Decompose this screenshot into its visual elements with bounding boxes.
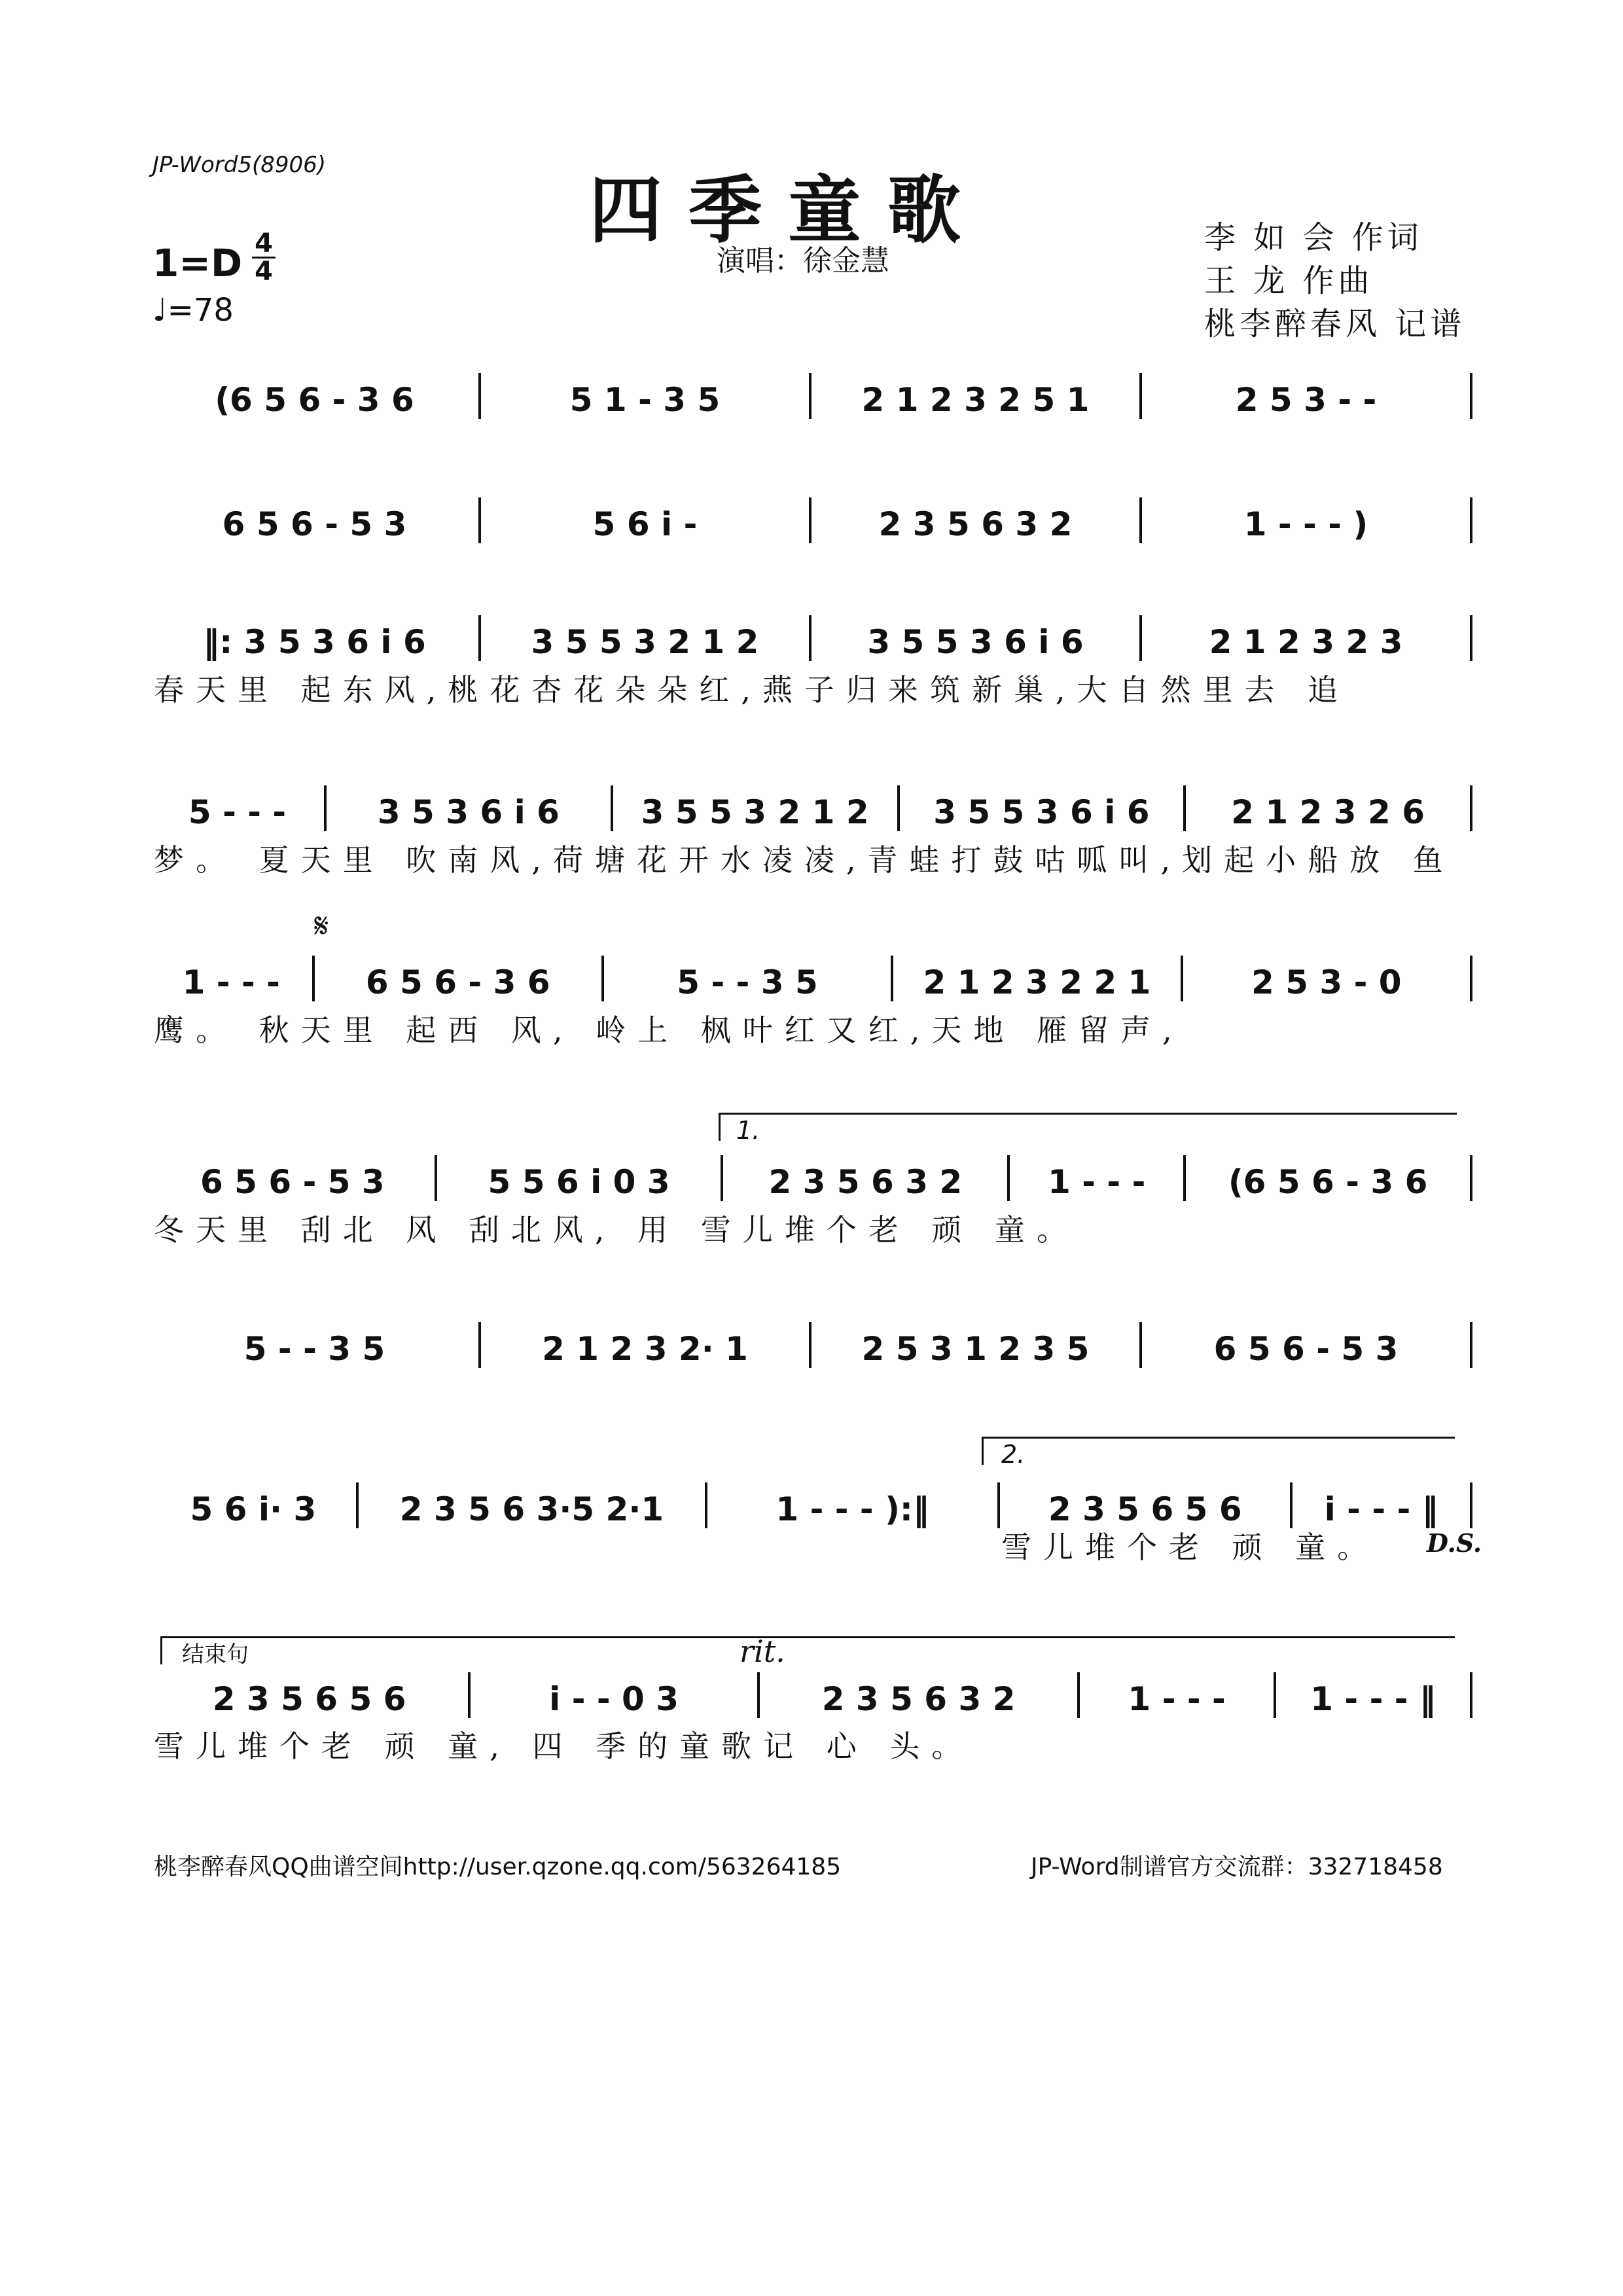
- dal-segno-mark: D.S.: [1427, 1528, 1482, 1558]
- measure: ‖: 3 5 3 6 i 6: [151, 615, 481, 661]
- measure: 2 1 2 3 2 3: [1142, 615, 1472, 661]
- measure: 1 - - - ): [1142, 497, 1472, 543]
- measure: 3 5 3 6 i 6: [327, 785, 613, 831]
- measure: 1 - - -: [151, 956, 315, 1001]
- key-signature: 1=D: [152, 241, 243, 285]
- footer-left: 桃李醉春风QQ曲谱空间http://user.qzone.qq.com/563264185: [154, 1854, 842, 1880]
- footer-right: JP-Word制谱官方交流群：332718458: [1031, 1854, 1443, 1880]
- tempo-mark: ♩=78: [152, 292, 234, 329]
- measure: 5 6 i· 3: [151, 1482, 359, 1528]
- measure: 2 3 5 6 3 2: [812, 497, 1142, 543]
- measure: i - - 0 3: [471, 1672, 760, 1718]
- measure: 1 - - - ‖: [1276, 1672, 1472, 1718]
- measure: (6 5 6 - 3 6: [151, 373, 481, 419]
- measure: 2 3 5 6 3 2: [723, 1155, 1010, 1201]
- measure: 1 - - -: [1010, 1155, 1186, 1201]
- measure: 6 5 6 - 5 3: [151, 1155, 437, 1201]
- system-6: [151, 1149, 1472, 1201]
- lyricist-credit: 李 如 会 作词: [1204, 219, 1423, 256]
- measure: 6 5 6 - 3 6: [315, 956, 604, 1001]
- coda-bracket: [160, 1636, 1455, 1664]
- volta-bracket-2: [982, 1437, 1455, 1465]
- song-title: 四季童歌: [589, 168, 987, 253]
- measure: 5 - - 3 5: [604, 956, 893, 1001]
- measure: 2 3 5 6 3 2: [760, 1672, 1080, 1718]
- volta-bracket-1: [719, 1113, 1457, 1141]
- measure: 3 5 5 3 2 1 2: [613, 785, 900, 831]
- measure: 3 5 5 3 2 1 2: [481, 615, 812, 661]
- system-4: [151, 779, 1472, 831]
- measure: 5 5 6 i 0 3: [437, 1155, 724, 1201]
- coda-label: 结束句: [182, 1641, 249, 1668]
- singer-credit: 演唱：徐金慧: [717, 244, 889, 278]
- measure: (6 5 6 - 3 6: [1186, 1155, 1472, 1201]
- software-label: JP-Word5(8906): [152, 152, 327, 178]
- measure: 5 - - 3 5: [151, 1322, 481, 1368]
- composer-credit: 王 龙 作曲: [1204, 262, 1374, 299]
- lyrics-line: 雪儿堆个老 顽 童, 四 季的童歌记 心 头。: [154, 1729, 974, 1764]
- segno-sign: 𝄋: [314, 906, 329, 946]
- measure: 2 1 2 3 2 2 1: [893, 956, 1183, 1001]
- system-8: [151, 1476, 1472, 1528]
- lyrics-line: 春天里 起东风,桃花杏花朵朵红,燕子归来筑新巢,大自然里去 追: [154, 672, 1350, 708]
- system-3: [151, 609, 1472, 661]
- measure: 2 5 3 1 2 3 5: [812, 1322, 1142, 1368]
- time-signature-bottom: 4: [255, 257, 273, 287]
- measure: 2 3 5 6 5 6: [151, 1672, 471, 1718]
- lyrics-line: 鹰。 秋天里 起西 风, 岭上 枫叶红又红,天地 雁留声,: [154, 1013, 1184, 1048]
- system-1: [151, 367, 1472, 419]
- measure: 2 3 5 6 3·5 2·1: [359, 1482, 707, 1528]
- measure: 3 5 5 3 6 i 6: [812, 615, 1142, 661]
- measure: 1 - - -: [1080, 1672, 1276, 1718]
- measure: 2 1 2 3 2 5 1: [812, 373, 1142, 419]
- measure: 6 5 6 - 5 3: [1142, 1322, 1472, 1368]
- time-signature-top: 4: [255, 228, 273, 259]
- lyrics-line: 梦。 夏天里 吹南风,荷塘花开水凌凌,青蛙打鼓咕呱叫,划起小船放 鱼: [154, 842, 1455, 878]
- ritardando-mark: rit.: [740, 1634, 785, 1669]
- measure: i - - - ‖: [1293, 1482, 1472, 1528]
- measure: 5 - - -: [151, 785, 327, 831]
- credits: [1204, 216, 1465, 346]
- measure: 2 1 2 3 2· 1: [481, 1322, 812, 1368]
- system-7: [151, 1316, 1472, 1368]
- system-9: [151, 1666, 1472, 1718]
- measure: 5 1 - 3 5: [481, 373, 812, 419]
- lyrics-line: 冬天里 刮北 风 刮北风, 用 雪儿堆个老 顽 童。: [154, 1212, 1079, 1247]
- volta-2-label: 2.: [1001, 1440, 1026, 1469]
- time-signature: [252, 230, 276, 285]
- measure: 3 5 5 3 6 i 6: [900, 785, 1186, 831]
- measure: 2 1 2 3 2 6: [1186, 785, 1472, 831]
- measure: 2 5 3 - -: [1142, 373, 1472, 419]
- system-2: [151, 491, 1472, 543]
- measure: 2 3 5 6 5 6: [1000, 1482, 1293, 1528]
- volta-1-label: 1.: [736, 1116, 760, 1145]
- transcriber-credit: 桃李醉春风 记谱: [1204, 306, 1466, 342]
- system-5: [151, 949, 1472, 1001]
- measure: 6 5 6 - 5 3: [151, 497, 481, 543]
- measure: 5 6 i -: [481, 497, 812, 543]
- measure: 2 5 3 - 0: [1183, 956, 1472, 1001]
- lyrics-line: 雪儿堆个老 顽 童。: [1001, 1530, 1380, 1565]
- measure: 1 - - - ):‖: [707, 1482, 1000, 1528]
